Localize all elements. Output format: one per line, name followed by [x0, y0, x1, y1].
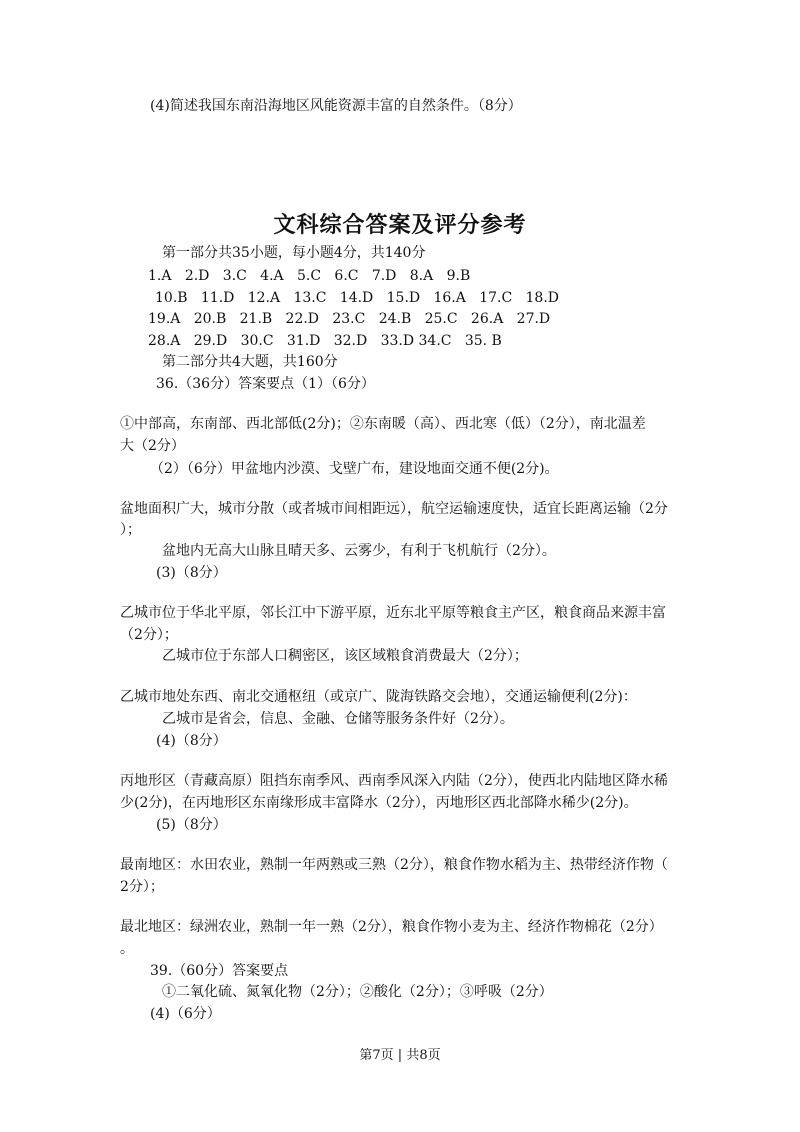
q36-1-line-a: ①中部高，东南部、西北部低(2分)；②东南暖（高）、西北寒（低）（2分），南北温差 — [120, 416, 646, 432]
answers-row-2: 10.B 11.D 12.A 13.C 14.D 15.D 16.A 17.C 18.D — [155, 290, 560, 306]
q36-3-line-d: 乙城市地处东西、南北交通枢纽（或京广、陇海铁路交会地），交通运输便利(2分)： — [120, 689, 637, 705]
part2-intro: 第二部分共4大题，共160分 — [162, 354, 338, 370]
q36-head: 36.（36分）答案要点（1）（6分） — [156, 376, 375, 392]
q36-4-line-a: 丙地形区（青藏高原）阻挡东南季风、西南季风深入内陆（2分），使西北内陆地区降水稀 — [120, 773, 668, 789]
q36-2-line-b: ）； — [120, 522, 141, 538]
q36-3-line-e: 乙城市是省会，信息、金融、仓储等服务条件好（2分）。 — [162, 711, 514, 727]
q36-2-head: （2）（6分）甲盆地内沙漠、戈壁广布，建设地面交通不便(2分)。 — [150, 461, 559, 477]
part1-intro: 第一部分共35小题，每小题4分，共140分 — [162, 245, 426, 261]
q36-5-line-c: 最北地区：绿洲农业，熟制一年一熟（2分），粮食作物小麦为主、经济作物棉花（2分） — [120, 919, 663, 935]
q36-3-line-c: 乙城市位于东部人口稠密区，该区域粮食消费最大（2分）； — [162, 648, 528, 664]
q36-4-head: (4)（8分） — [156, 733, 227, 749]
q36-5-head: (5)（8分） — [156, 817, 227, 833]
q36-5-line-d: 。 — [120, 941, 134, 957]
answers-row-3: 19.A 20.B 21.B 22.D 23.C 24.B 25.C 26.A 27.D — [148, 311, 551, 327]
q36-5-line-a: 最南地区：水田农业，熟制一年两熟或三熟（2分），粮食作物水稻为主、热带经济作物（ — [120, 857, 668, 873]
q36-3-line-b: （2分）； — [120, 627, 178, 643]
q36-3-line-a: 乙城市位于华北平原，邻长江中下游平原，近东北平原等粮食主产区，粮食商品来源丰富 — [120, 605, 666, 621]
q36-2-line-a: 盆地面积广大，城市分散（或者城市间相距远），航空运输速度快，适宜长距离运输（2分 — [120, 501, 668, 517]
page-title: 文科综合答案及评分参考 — [273, 212, 527, 238]
q36-5-line-b: 2分）； — [120, 879, 164, 895]
q39-line-1: ①二氧化硫、氮氧化物（2分）；②酸化（2分）；③呼吸（2分） — [162, 984, 553, 1000]
question-4: (4)简述我国东南沿海地区风能资源丰富的自然条件。（8分） — [150, 98, 522, 114]
q36-1-line-b: 大（2分） — [120, 438, 185, 454]
page-footer: 第7页 | 共8页 — [359, 1048, 441, 1063]
answers-row-4: 28.A 29.D 30.C 31.D 32.D 33.D 34.C 35. B — [148, 333, 502, 349]
q36-4-line-b: 少(2分)，在丙地形区东南缘形成丰富降水（2分），丙地形区西北部降水稀少(2分)。 — [120, 795, 638, 811]
q36-2-line-c: 盆地内无高大山脉且晴天多、云雾少，有利于飞机航行（2分）。 — [162, 543, 556, 559]
answers-row-1: 1.A 2.D 3.C 4.A 5.C 6.C 7.D 8.A 9.B — [148, 268, 471, 284]
q39-head: 39.（60分）答案要点 — [150, 963, 289, 979]
q36-3-head: (3)（8分） — [156, 565, 227, 581]
q39-4-head: (4)（6分） — [150, 1006, 221, 1022]
